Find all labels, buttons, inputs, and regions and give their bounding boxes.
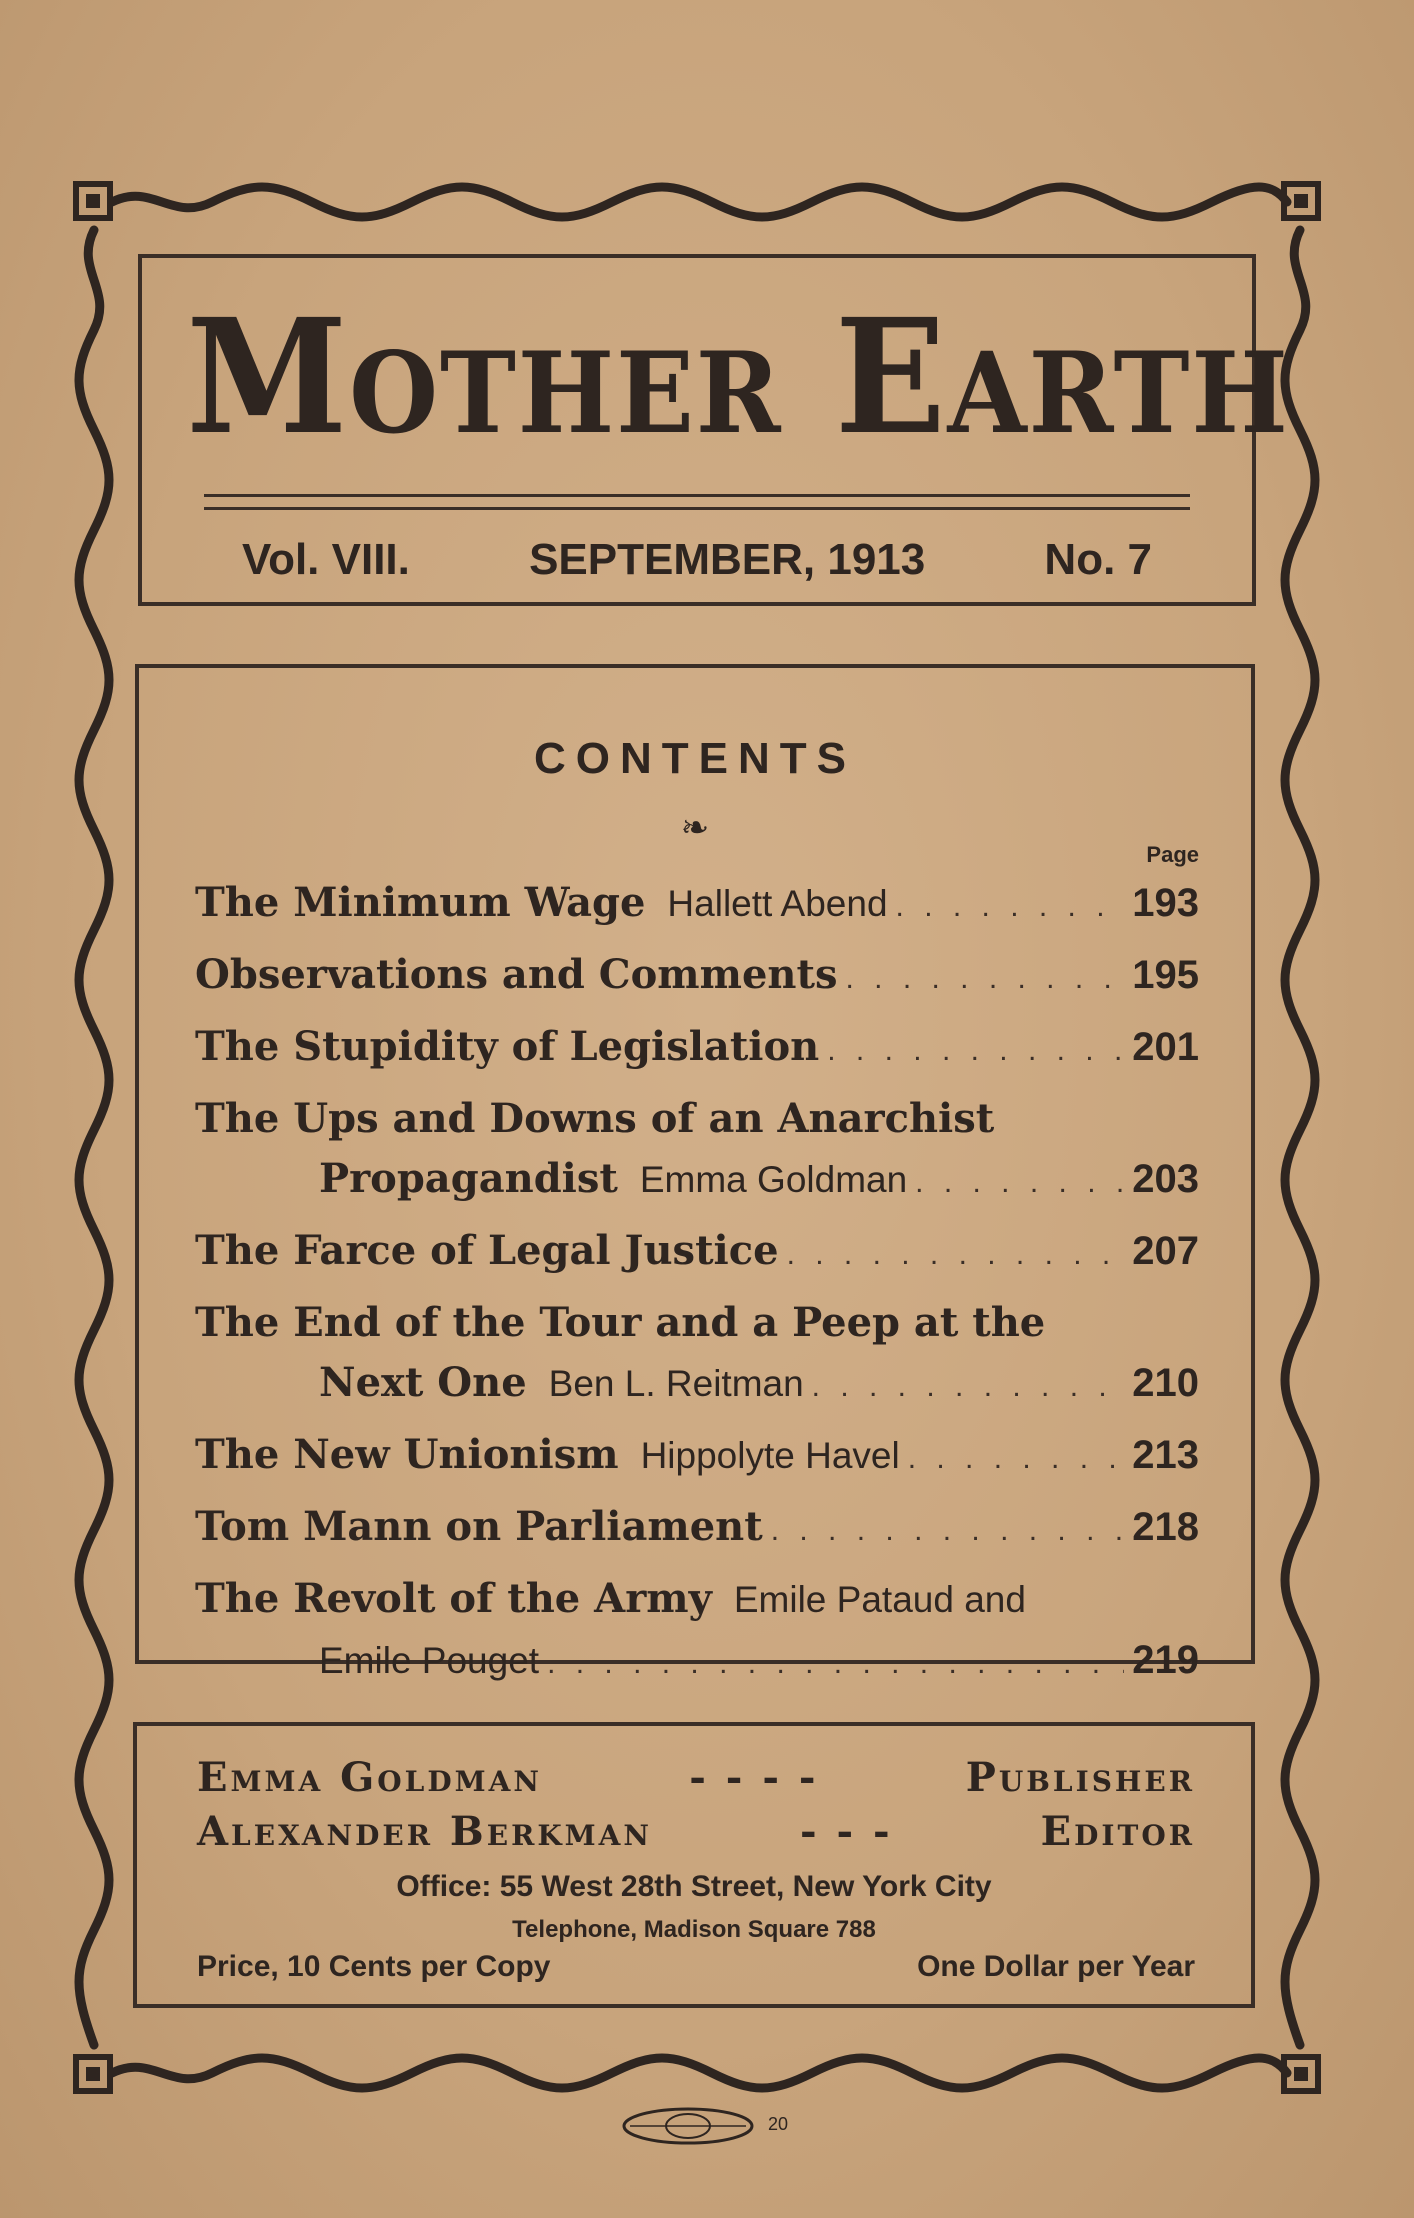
publisher-line: [197, 1754, 1195, 1801]
toc-entry: [195, 1425, 1199, 1489]
issue-line: [242, 530, 1152, 590]
toc-title: The Stupidity of Legislation: [195, 1023, 820, 1070]
toc-page: 195: [1132, 953, 1199, 997]
toc-title: The End of the Tour and a Peep at the: [195, 1299, 1046, 1346]
toc-author: Ben L. Reitman: [548, 1363, 804, 1404]
union-label-number: 20: [768, 2114, 789, 2134]
publisher-separator: - - - -: [689, 1754, 819, 1801]
toc-entry: [195, 945, 1199, 1009]
fleuron-icon: ❧: [680, 808, 710, 848]
toc-author: Emma Goldman: [639, 1159, 908, 1200]
office-address: Office: 55 West 28th Street, New York City: [396, 1870, 992, 1903]
editor-line: [197, 1808, 1195, 1855]
contents-box: [135, 664, 1255, 1682]
toc-leader: [845, 949, 1124, 1009]
toc-title: The Revolt of the Army: [195, 1575, 712, 1622]
masthead-box: [138, 254, 1290, 606]
editor-separator: - - -: [799, 1808, 893, 1855]
toc-title: The Farce of Legal Justice: [195, 1227, 779, 1274]
toc-entry: [195, 1497, 1199, 1561]
table-of-contents: [195, 873, 1199, 1694]
toc-title-continued: Propagandist: [319, 1155, 618, 1202]
toc-leader: [896, 877, 1125, 937]
toc-page: 207: [1132, 1229, 1199, 1273]
telephone: Telephone, Madison Square 788: [512, 1916, 876, 1943]
toc-page: 219: [1132, 1638, 1199, 1682]
masthead-rule: [204, 494, 1190, 510]
toc-title: The New Unionism: [195, 1431, 619, 1478]
toc-entry: [195, 1293, 1199, 1417]
toc-leader: [915, 1153, 1124, 1213]
price-per-year: One Dollar per Year: [917, 1950, 1195, 1983]
toc-page: 201: [1132, 1025, 1199, 1069]
toc-leader: [771, 1501, 1125, 1561]
toc-leader: [547, 1634, 1124, 1694]
editor-role: Editor: [1040, 1808, 1195, 1855]
editor-name: Alexander Berkman: [197, 1808, 652, 1855]
toc-page: 193: [1132, 881, 1199, 925]
toc-leader: [812, 1357, 1125, 1417]
toc-title: Tom Mann on Parliament: [195, 1503, 763, 1550]
toc-title: The Ups and Downs of an Anarchist: [195, 1095, 995, 1142]
toc-title: Observations and Comments: [195, 951, 838, 998]
toc-entry: [195, 1017, 1199, 1081]
price-per-copy: Price, 10 Cents per Copy: [197, 1950, 551, 1983]
toc-page: 213: [1132, 1433, 1199, 1477]
toc-page: 203: [1132, 1157, 1199, 1201]
toc-entry: [195, 1569, 1199, 1694]
page-column-label: Page: [1146, 842, 1199, 867]
masthead-title: Mother Earth: [186, 285, 1290, 470]
toc-leader: [908, 1429, 1125, 1489]
issue-date: SEPTEMBER, 1913: [529, 535, 926, 584]
toc-entry: [195, 1089, 1199, 1213]
toc-leader: [827, 1021, 1124, 1081]
toc-entry: [195, 1221, 1199, 1285]
publisher-box: [133, 1722, 1255, 2008]
toc-title: The Minimum Wage: [195, 879, 646, 926]
publisher-name: Emma Goldman: [197, 1754, 542, 1801]
contents-heading: CONTENTS: [534, 734, 856, 783]
toc-leader: [787, 1225, 1125, 1285]
publisher-role: Publisher: [965, 1754, 1195, 1801]
toc-author: Hallett Abend: [667, 883, 888, 924]
toc-author: Hippolyte Havel: [640, 1435, 900, 1476]
toc-author: Emile Pataud and: [733, 1579, 1026, 1620]
issue-number: No. 7: [1044, 535, 1152, 584]
issue-volume: Vol. VIII.: [242, 535, 410, 584]
toc-title-continued: Next One: [319, 1359, 527, 1406]
toc-page: 218: [1132, 1505, 1199, 1549]
toc-page: 210: [1132, 1361, 1199, 1405]
toc-entry: [195, 873, 1199, 937]
price-line: [197, 1950, 1195, 1984]
toc-author-continued: Emile Pouget: [319, 1640, 540, 1681]
union-label-icon: [620, 2106, 756, 2146]
